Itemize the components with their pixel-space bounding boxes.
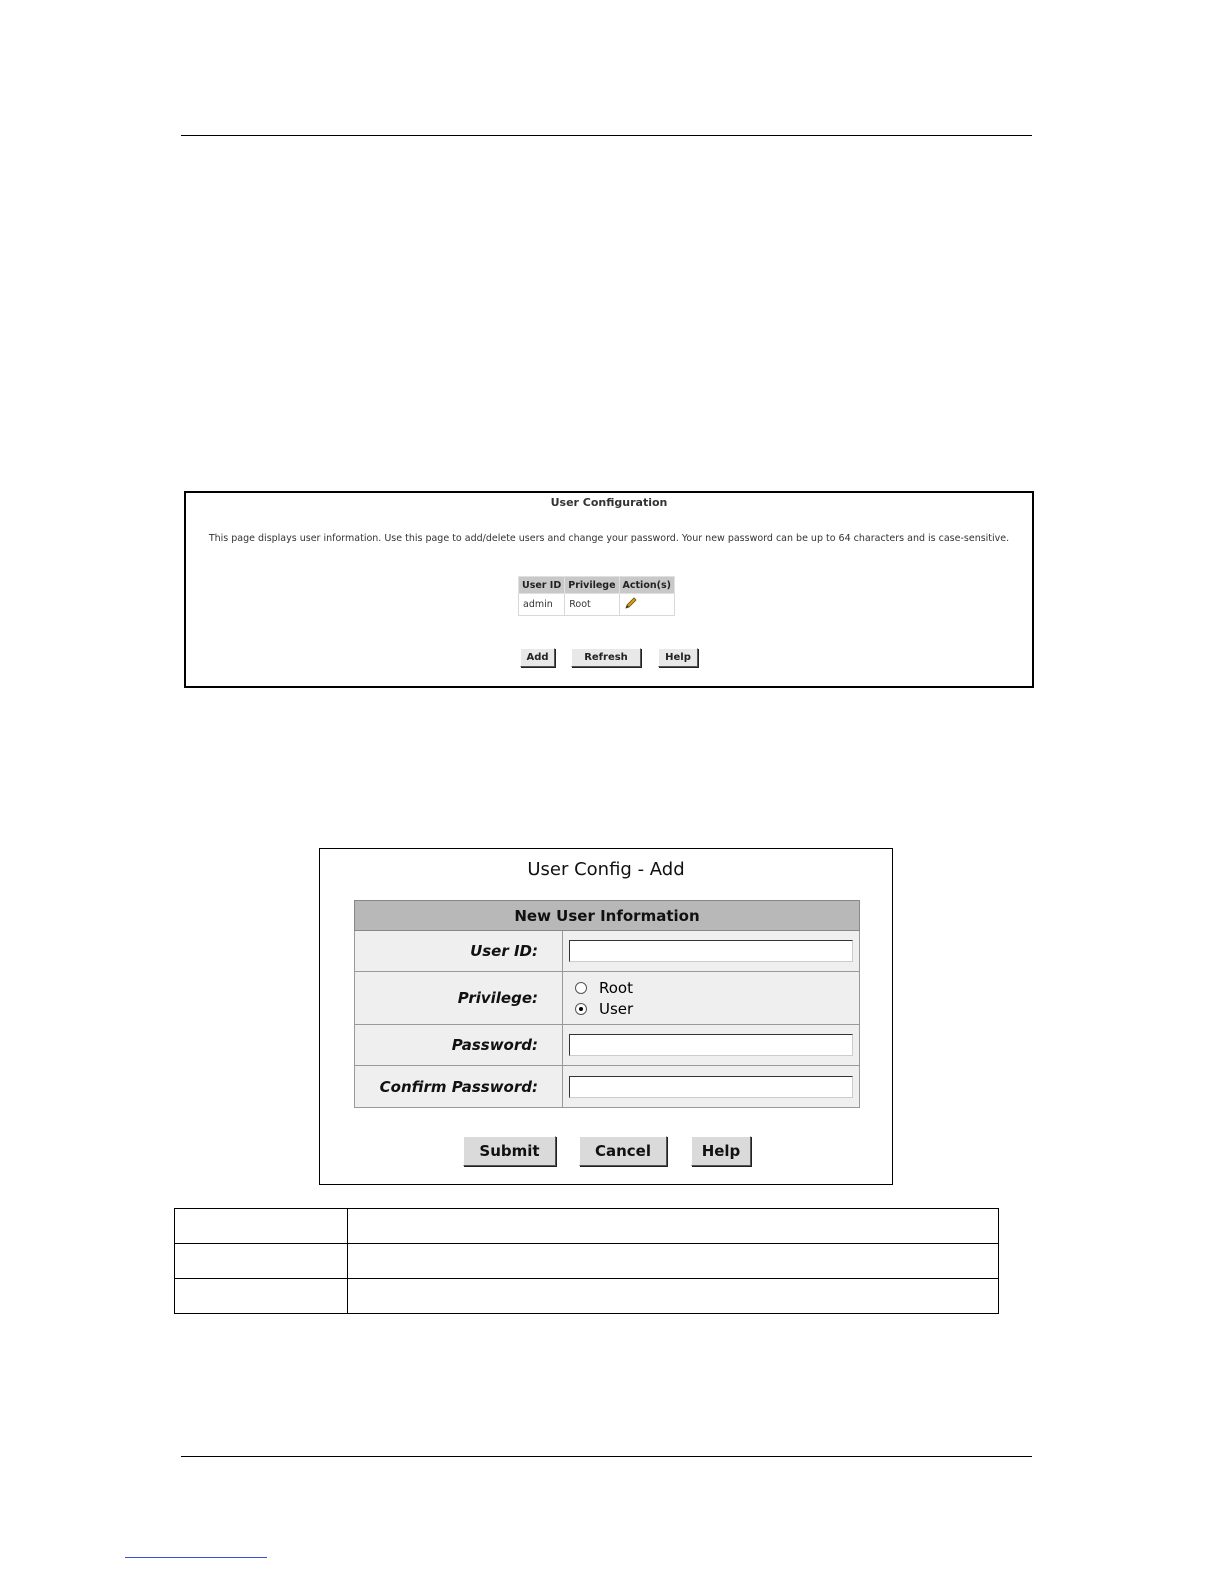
table-row [519,594,675,616]
confirm-password-input[interactable] [569,1076,853,1098]
column-header-user-id: User ID [519,577,565,594]
privilege-option-root[interactable] [569,977,853,998]
help-button[interactable]: Help [658,648,698,667]
new-user-form [354,900,860,1108]
footer-rule [181,1456,1032,1457]
document-table [174,1208,999,1314]
user-id-input[interactable] [569,940,853,962]
privilege-label: Privilege: [355,972,563,1025]
add-button[interactable]: Add [520,648,555,667]
help-button-2[interactable]: Help [691,1136,751,1166]
dialog-title: User Config - Add [527,859,685,880]
footer-link-underline [125,1557,267,1558]
column-header-actions: Action(s) [619,577,674,594]
table-row [175,1279,999,1314]
table-row [175,1244,999,1279]
cell-user-id: admin [519,594,565,616]
user-configuration-screenshot [184,491,1034,688]
confirm-password-label: Confirm Password: [355,1066,563,1108]
refresh-button[interactable]: Refresh [571,648,641,667]
password-label: Password: [355,1025,563,1066]
radio-root[interactable] [575,982,587,994]
section-header: New User Information [355,901,860,931]
pencil-edit-icon[interactable] [624,597,638,609]
cell-privilege: Root [565,594,619,616]
radio-user-label: User [599,999,634,1018]
user-config-add-screenshot [319,848,893,1185]
page-title: User Configuration [550,496,668,509]
cancel-button[interactable]: Cancel [579,1136,667,1166]
header-rule [181,135,1032,136]
user-id-label: User ID: [355,931,563,972]
privilege-option-user[interactable] [569,998,853,1019]
page-description: This page displays user information. Use this page to add/delete users and change your password. Your new password can be up to 64 characters and is case-sensitive. [208,533,1010,544]
password-input[interactable] [569,1034,853,1056]
radio-root-label: Root [599,978,633,997]
submit-button[interactable]: Submit [463,1136,556,1166]
cell-actions [619,594,674,616]
radio-user[interactable] [575,1003,587,1015]
user-table [518,576,675,616]
table-row [175,1209,999,1244]
column-header-privilege: Privilege [565,577,619,594]
